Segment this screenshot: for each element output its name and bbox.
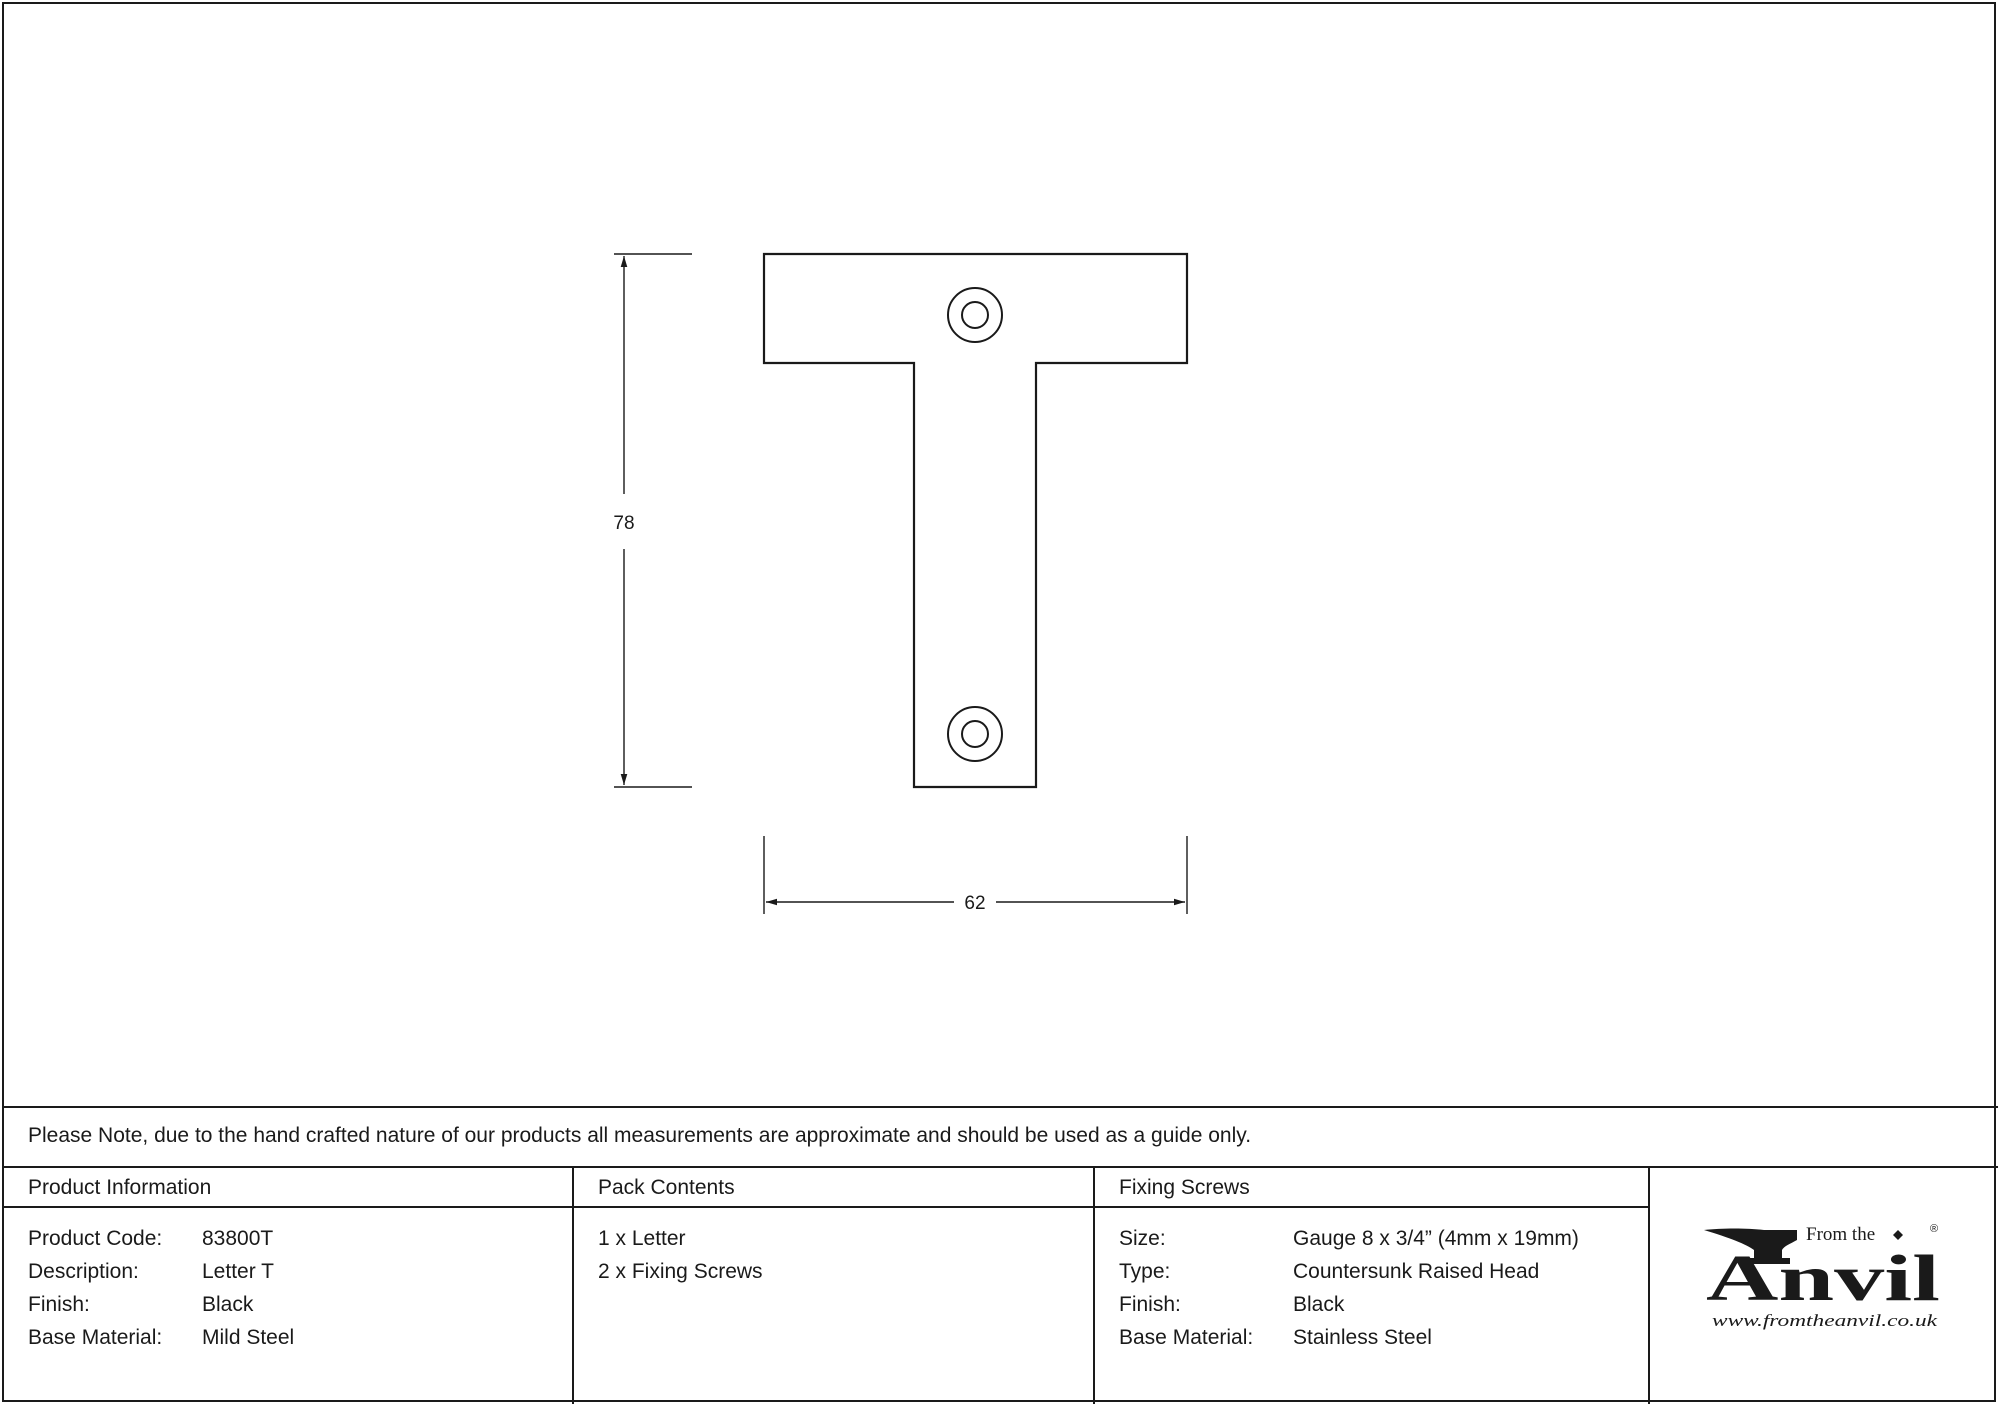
logo-column — [1650, 1168, 1996, 1404]
product-code-row — [28, 1222, 572, 1255]
technical-drawing — [4, 4, 1998, 1106]
measurement-note: Please Note, due to the hand crafted nature of our products all measurements are approximate and should be used as a guide only. — [28, 1124, 1252, 1147]
logo-website: www.fromtheanvil.co.uk — [1712, 1311, 1938, 1330]
pack-item — [598, 1255, 1093, 1288]
row-value: Black — [202, 1293, 254, 1316]
base-material-row — [28, 1321, 572, 1354]
screw-type-row — [1119, 1255, 1648, 1288]
row-value: Countersunk Raised Head — [1293, 1260, 1540, 1283]
row-value: Stainless Steel — [1293, 1326, 1432, 1349]
from-the-anvil-logo — [1702, 1218, 1952, 1348]
pack-contents-heading: Pack Contents — [574, 1168, 1093, 1208]
description-row — [28, 1255, 572, 1288]
height-dimension-label: 78 — [613, 513, 635, 534]
measurement-note-row — [4, 1106, 1998, 1166]
row-label: Finish: — [1119, 1293, 1181, 1316]
lower-fixing-hole — [948, 707, 1002, 761]
fixing-screws-column — [1095, 1168, 1650, 1404]
row-label: Size: — [1119, 1227, 1166, 1250]
screw-size-row — [1119, 1222, 1648, 1255]
row-label: Type: — [1119, 1260, 1171, 1283]
info-table — [4, 1166, 1998, 1404]
product-information-column — [4, 1168, 574, 1404]
row-value: Black — [1293, 1293, 1345, 1316]
row-label: Base Material: — [28, 1326, 163, 1349]
product-information-heading: Product Information — [4, 1168, 572, 1208]
logo-registered-mark: ® — [1930, 1223, 1939, 1235]
finish-row — [28, 1288, 572, 1321]
pack-item-text: 1 x Letter — [598, 1227, 686, 1250]
row-label: Base Material: — [1119, 1326, 1254, 1349]
row-value: Letter T — [202, 1260, 274, 1283]
diamond-icon — [1893, 1230, 1903, 1240]
row-label: Description: — [28, 1260, 139, 1283]
screw-base-material-row — [1119, 1321, 1648, 1354]
row-value: Mild Steel — [202, 1326, 295, 1349]
width-dimension-label: 62 — [964, 893, 986, 914]
pack-contents-column — [574, 1168, 1095, 1404]
pack-item-text: 2 x Fixing Screws — [598, 1260, 763, 1283]
upper-fixing-hole — [948, 288, 1002, 342]
logo-anvil-wordmark: Anvil — [1706, 1242, 1940, 1315]
row-value: 83800T — [202, 1227, 274, 1250]
drawing-sheet — [2, 2, 1996, 1402]
fixing-screws-heading: Fixing Screws — [1095, 1168, 1648, 1208]
pack-item — [598, 1222, 1093, 1255]
row-label: Product Code: — [28, 1227, 163, 1250]
row-value: Gauge 8 x 3/4” (4mm x 19mm) — [1293, 1227, 1579, 1250]
screw-finish-row — [1119, 1288, 1648, 1321]
logo-from-the: From the — [1806, 1224, 1876, 1245]
row-label: Finish: — [28, 1293, 90, 1316]
